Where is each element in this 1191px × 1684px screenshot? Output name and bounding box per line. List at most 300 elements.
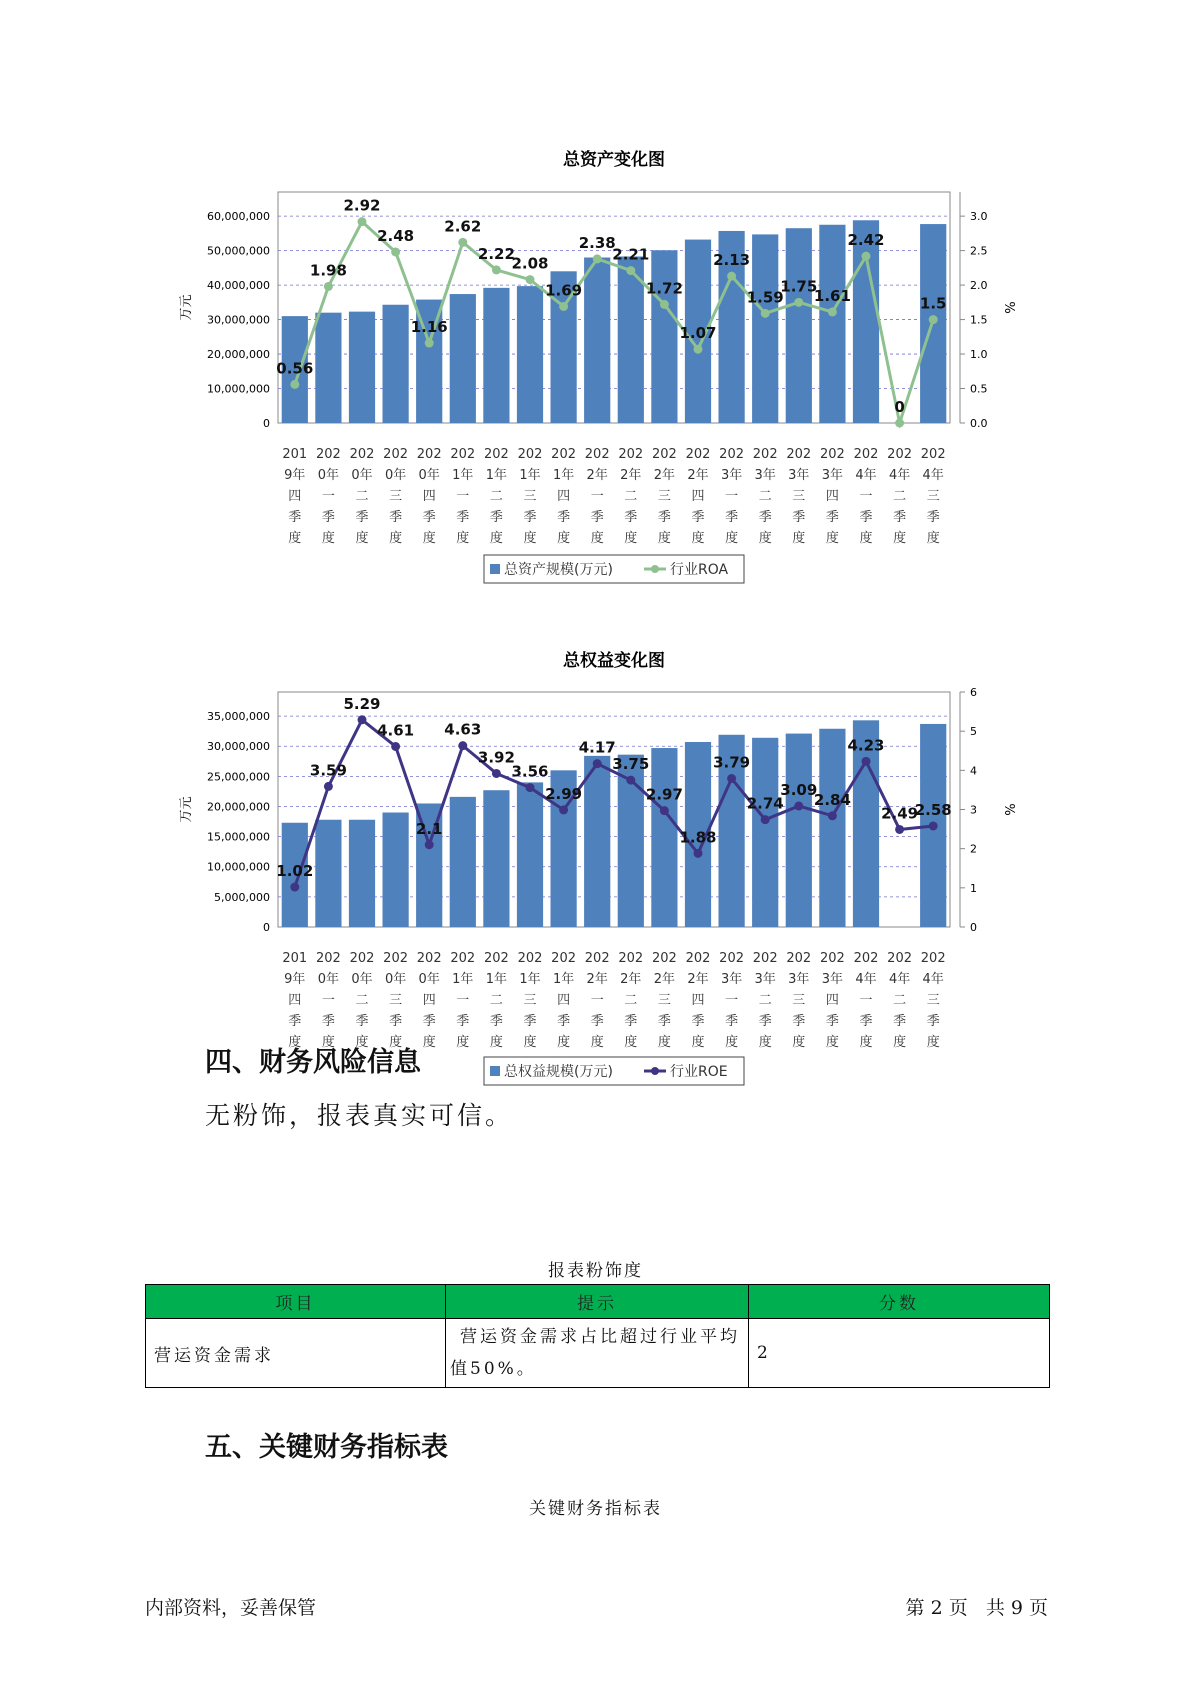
- data-label: 1.61: [813, 286, 851, 305]
- x-tick-label: 度: [792, 1035, 806, 1050]
- x-tick-label: 2年: [620, 468, 642, 483]
- x-tick-label: 4年: [855, 468, 877, 483]
- x-tick-label: 季: [288, 510, 302, 525]
- y2-tick-label: 3: [970, 803, 977, 817]
- x-tick-label: 三: [657, 993, 671, 1008]
- x-tick-label: 度: [389, 1035, 403, 1050]
- data-label: 2.08: [511, 254, 549, 273]
- series-point: [862, 757, 871, 766]
- x-tick-label: 季: [859, 1014, 873, 1029]
- legend-line-label: 行业ROA: [670, 562, 729, 578]
- section-5-title: 五、关键财务指标表: [205, 1432, 448, 1463]
- series-point: [794, 801, 803, 810]
- x-tick-label: 一: [859, 489, 873, 504]
- x-tick-label: 202: [450, 447, 476, 462]
- y2-tick-label: 1.0: [970, 348, 988, 362]
- x-tick-label: 2年: [687, 468, 709, 483]
- x-tick-label: 202: [685, 447, 711, 462]
- data-label: 4.63: [444, 720, 482, 739]
- header-hint: 提示: [446, 1285, 749, 1319]
- x-tick-label: 季: [321, 1014, 335, 1029]
- bar: [382, 813, 408, 927]
- x-tick-label: 202: [416, 447, 442, 462]
- x-tick-label: 季: [389, 1014, 403, 1029]
- header-score: 分数: [749, 1285, 1050, 1319]
- x-tick-label: 季: [926, 1014, 940, 1029]
- series-point: [626, 776, 635, 785]
- bar: [483, 790, 509, 927]
- x-tick-label: 度: [792, 531, 806, 546]
- x-tick-label: 4年: [922, 972, 944, 987]
- x-tick-label: 季: [456, 1014, 470, 1029]
- legend-line-marker: [651, 565, 659, 573]
- series-point: [660, 300, 669, 309]
- series-point: [727, 272, 736, 281]
- x-tick-label: 三: [926, 993, 940, 1008]
- y2-tick-label: 0: [970, 921, 977, 934]
- x-tick-label: 2年: [586, 468, 608, 483]
- x-tick-label: 0年: [384, 468, 407, 483]
- data-label: 2.38: [578, 233, 616, 252]
- y2-tick-label: 2.5: [970, 244, 988, 258]
- x-tick-label: 一: [725, 993, 739, 1008]
- data-label: 4.17: [578, 738, 616, 757]
- x-tick-label: 度: [893, 531, 907, 546]
- x-tick-label: 四: [557, 489, 571, 504]
- x-tick-label: 季: [590, 510, 604, 525]
- series-point: [761, 309, 770, 318]
- x-tick-label: 202: [651, 951, 677, 966]
- bar: [315, 313, 341, 423]
- x-tick-label: 202: [719, 951, 745, 966]
- x-tick-label: 202: [786, 447, 812, 462]
- risk-table-caption: 报表粉饰度: [548, 1261, 643, 1281]
- y-tick-label: 10,000,000: [207, 860, 270, 874]
- y2-tick-label: 3.0: [970, 210, 988, 224]
- risk-summary: 无粉饰，报表真实可信。: [205, 1101, 514, 1130]
- series-point: [559, 805, 568, 814]
- x-tick-label: 度: [725, 1035, 739, 1050]
- x-tick-label: 季: [624, 510, 638, 525]
- y-tick-label: 50,000,000: [207, 244, 270, 258]
- x-tick-label: 1年: [552, 468, 575, 483]
- bar: [349, 820, 375, 927]
- x-tick-label: 度: [456, 1035, 470, 1050]
- bar: [752, 234, 778, 423]
- data-label: 1.59: [746, 288, 784, 307]
- data-label: 2.21: [612, 245, 650, 264]
- x-tick-label: 2年: [687, 972, 709, 987]
- data-label: 2.49: [881, 804, 919, 823]
- chart-title: 总资产变化图: [563, 150, 665, 170]
- x-tick-label: 四: [691, 489, 705, 504]
- x-tick-label: 3年: [821, 468, 844, 483]
- data-label: 0: [894, 398, 905, 416]
- x-tick-label: 202: [819, 447, 845, 462]
- y-tick-label: 60,000,000: [207, 210, 270, 224]
- x-tick-label: 季: [557, 510, 571, 525]
- x-tick-label: 度: [422, 1035, 436, 1050]
- x-tick-label: 度: [321, 531, 335, 546]
- x-tick-label: 度: [489, 531, 503, 546]
- x-tick-label: 202: [651, 447, 677, 462]
- x-tick-label: 202: [786, 951, 812, 966]
- x-tick-label: 3年: [788, 972, 810, 987]
- x-tick-label: 202: [752, 447, 778, 462]
- x-tick-label: 202: [920, 447, 946, 462]
- x-tick-label: 四: [422, 489, 436, 504]
- x-tick-label: 一: [590, 993, 604, 1008]
- bar: [517, 782, 543, 927]
- x-tick-label: 202: [551, 447, 577, 462]
- x-tick-label: 四: [691, 993, 705, 1008]
- x-tick-label: 4年: [855, 972, 877, 987]
- x-tick-label: 0年: [418, 468, 440, 483]
- x-tick-label: 202: [853, 951, 879, 966]
- x-tick-label: 202: [483, 447, 509, 462]
- series-point: [492, 265, 501, 274]
- x-tick-label: 度: [825, 531, 839, 546]
- series-point: [492, 769, 501, 778]
- risk-table-header: [146, 1285, 1050, 1319]
- data-label: 1.88: [679, 828, 717, 847]
- x-tick-label: 度: [657, 1035, 671, 1050]
- series-point: [626, 266, 635, 275]
- series-point: [391, 742, 400, 751]
- x-tick-label: 季: [456, 510, 470, 525]
- data-label: 2.58: [914, 800, 952, 819]
- data-label: 3.56: [511, 762, 549, 781]
- x-tick-label: 度: [523, 531, 537, 546]
- x-tick-label: 202: [618, 447, 644, 462]
- x-tick-label: 季: [557, 1014, 571, 1029]
- risk-table: [145, 1284, 1050, 1388]
- x-tick-label: 度: [355, 1035, 369, 1050]
- x-tick-label: 202: [383, 951, 409, 966]
- assets-chart: [150, 140, 1050, 600]
- y-tick-label: 40,000,000: [207, 279, 270, 293]
- section-4-title: 四、财务风险信息: [205, 1047, 421, 1078]
- series-point: [862, 252, 871, 261]
- y-tick-label: 20,000,000: [207, 348, 270, 362]
- data-label: 4.23: [847, 736, 885, 755]
- x-tick-label: 3年: [788, 468, 810, 483]
- y2-tick-label: 4: [970, 764, 977, 778]
- x-tick-label: 度: [557, 531, 571, 546]
- x-tick-label: 季: [893, 1014, 907, 1029]
- x-tick-label: 季: [893, 510, 907, 525]
- x-tick-label: 度: [624, 1035, 638, 1050]
- x-tick-label: 季: [590, 1014, 604, 1029]
- series-point: [895, 419, 904, 428]
- data-label: 1.02: [276, 862, 314, 881]
- x-tick-label: 202: [584, 447, 610, 462]
- x-tick-label: 度: [389, 531, 403, 546]
- x-tick-label: 三: [523, 993, 537, 1008]
- x-tick-label: 二: [758, 489, 772, 504]
- x-tick-label: 季: [422, 1014, 436, 1029]
- series-point: [694, 345, 703, 354]
- row-score: 2: [749, 1319, 1050, 1388]
- x-tick-label: 季: [825, 1014, 839, 1029]
- data-label: 1.07: [679, 324, 717, 343]
- y2-tick-label: 0.0: [970, 417, 988, 430]
- x-tick-label: 一: [725, 489, 739, 504]
- x-tick-label: 度: [489, 1035, 503, 1050]
- x-tick-label: 202: [584, 951, 610, 966]
- series-point: [324, 282, 333, 291]
- x-tick-label: 3年: [720, 468, 743, 483]
- row-hint-line2: 值50%。: [450, 1359, 537, 1379]
- x-tick-label: 202: [315, 447, 341, 462]
- y-axis-label: 万元: [179, 294, 194, 321]
- x-tick-label: 季: [624, 1014, 638, 1029]
- x-tick-label: 2年: [586, 972, 608, 987]
- x-tick-label: 度: [590, 1035, 604, 1050]
- x-tick-label: 1年: [552, 972, 575, 987]
- x-tick-label: 202: [517, 447, 543, 462]
- bar: [786, 734, 812, 927]
- data-label: 2.92: [343, 196, 381, 215]
- x-tick-label: 3年: [754, 972, 776, 987]
- x-tick-label: 三: [792, 489, 806, 504]
- x-tick-label: 季: [926, 510, 940, 525]
- y2-tick-label: 0.5: [970, 382, 988, 396]
- x-tick-label: 0年: [418, 972, 440, 987]
- x-tick-label: 度: [859, 1035, 873, 1050]
- x-tick-label: 202: [719, 447, 745, 462]
- series-point: [660, 806, 669, 815]
- x-tick-label: 季: [657, 510, 671, 525]
- footer-left: 内部资料，妥善保管: [145, 1597, 317, 1619]
- x-tick-label: 9年: [284, 468, 306, 483]
- x-tick-label: 4年: [888, 972, 911, 987]
- bar: [651, 250, 677, 423]
- series-point: [828, 307, 837, 316]
- series-point: [929, 315, 938, 324]
- x-tick-label: 季: [355, 510, 369, 525]
- x-tick-label: 季: [523, 1014, 537, 1029]
- x-tick-label: 度: [456, 531, 470, 546]
- x-tick-label: 二: [489, 489, 503, 504]
- series-point: [895, 825, 904, 834]
- series-point: [425, 840, 434, 849]
- x-tick-label: 二: [355, 993, 369, 1008]
- x-tick-label: 一: [456, 993, 470, 1008]
- x-tick-label: 202: [618, 951, 644, 966]
- data-label: 2.97: [645, 785, 683, 804]
- series-point: [290, 380, 299, 389]
- x-tick-label: 度: [859, 531, 873, 546]
- equity-chart: [150, 640, 1050, 1095]
- x-tick-label: 二: [893, 993, 907, 1008]
- y2-axis-label: %: [1001, 301, 1016, 314]
- x-tick-label: 度: [825, 1035, 839, 1050]
- x-tick-label: 202: [853, 447, 879, 462]
- series-point: [358, 217, 367, 226]
- x-tick-label: 四: [557, 993, 571, 1008]
- x-tick-label: 度: [288, 1035, 302, 1050]
- assets-chart-svg: [150, 140, 1050, 600]
- x-tick-label: 2年: [653, 972, 676, 987]
- x-tick-label: 季: [321, 510, 335, 525]
- data-label: 2.84: [813, 790, 851, 809]
- data-label: 2.13: [713, 251, 751, 270]
- data-label: 1.5: [919, 294, 947, 313]
- y2-tick-label: 6: [970, 686, 977, 699]
- x-tick-label: 季: [489, 510, 503, 525]
- x-tick-label: 季: [523, 510, 537, 525]
- page-number: 第 2 页 共 9 页: [905, 1597, 1048, 1619]
- x-tick-label: 度: [657, 531, 671, 546]
- x-tick-label: 202: [450, 951, 476, 966]
- data-label: 2.48: [377, 226, 415, 245]
- data-label: 2.22: [477, 244, 515, 263]
- data-label: 4.61: [377, 721, 415, 740]
- y-tick-label: 15,000,000: [207, 830, 270, 844]
- x-tick-label: 0年: [351, 972, 373, 987]
- bar: [517, 286, 543, 423]
- x-tick-label: 3年: [821, 972, 844, 987]
- chart-title: 总权益变化图: [563, 651, 665, 671]
- bar: [651, 748, 677, 927]
- legend-bar-label: 总权益规模(万元): [504, 1064, 613, 1080]
- x-tick-label: 201: [282, 447, 308, 462]
- x-tick-label: 季: [792, 510, 806, 525]
- x-tick-label: 度: [758, 1035, 772, 1050]
- y2-tick-label: 2.0: [970, 279, 988, 293]
- bar: [786, 228, 812, 423]
- x-tick-label: 202: [483, 951, 509, 966]
- series-point: [458, 741, 467, 750]
- legend-bar-swatch: [490, 564, 500, 574]
- x-tick-label: 4年: [922, 468, 944, 483]
- x-tick-label: 季: [355, 1014, 369, 1029]
- kpi-table-caption: 关键财务指标表: [529, 1499, 662, 1519]
- x-tick-label: 0年: [351, 468, 373, 483]
- bar: [819, 729, 845, 927]
- legend-line-label: 行业ROE: [670, 1064, 728, 1080]
- bar: [349, 312, 375, 423]
- x-tick-label: 202: [383, 447, 409, 462]
- series-point: [324, 782, 333, 791]
- x-tick-label: 度: [926, 1035, 940, 1050]
- x-tick-label: 202: [685, 951, 711, 966]
- bar: [853, 220, 879, 423]
- x-tick-label: 一: [859, 993, 873, 1008]
- x-tick-label: 季: [691, 510, 705, 525]
- x-tick-label: 度: [590, 531, 604, 546]
- series-point: [358, 715, 367, 724]
- x-tick-label: 度: [691, 531, 705, 546]
- x-tick-label: 度: [893, 1035, 907, 1050]
- y-tick-label: 0: [263, 417, 270, 430]
- data-label: 5.29: [343, 694, 381, 713]
- bar: [584, 258, 610, 423]
- bar: [584, 756, 610, 927]
- data-label: 1.75: [780, 277, 818, 296]
- x-tick-label: 9年: [284, 972, 306, 987]
- series-point: [425, 339, 434, 348]
- x-tick-label: 一: [321, 993, 335, 1008]
- x-tick-label: 202: [752, 951, 778, 966]
- data-label: 2.62: [444, 217, 482, 236]
- bar: [450, 797, 476, 927]
- legend-line-marker: [651, 1067, 659, 1075]
- data-label: 3.92: [477, 748, 515, 767]
- x-tick-label: 1年: [519, 468, 541, 483]
- y-tick-label: 30,000,000: [207, 740, 270, 754]
- data-label: 2.42: [847, 231, 885, 250]
- bar: [315, 820, 341, 927]
- x-tick-label: 季: [758, 1014, 772, 1029]
- x-tick-label: 季: [859, 510, 873, 525]
- x-tick-label: 202: [887, 447, 913, 462]
- x-tick-label: 202: [315, 951, 341, 966]
- x-tick-label: 3年: [720, 972, 743, 987]
- series-point: [458, 238, 467, 247]
- series-point: [828, 811, 837, 820]
- x-tick-label: 度: [321, 1035, 335, 1050]
- x-tick-label: 1年: [485, 972, 508, 987]
- series-point: [794, 298, 803, 307]
- x-tick-label: 季: [758, 510, 772, 525]
- y-tick-label: 20,000,000: [207, 800, 270, 814]
- x-tick-label: 1年: [519, 972, 541, 987]
- x-tick-label: 度: [523, 1035, 537, 1050]
- series-point: [727, 774, 736, 783]
- bar: [483, 288, 509, 423]
- x-tick-label: 202: [551, 951, 577, 966]
- bar: [819, 225, 845, 423]
- data-label: 3.09: [780, 780, 818, 799]
- x-tick-label: 四: [825, 993, 839, 1008]
- series-point: [526, 275, 535, 284]
- y-axis-label: 万元: [179, 796, 194, 823]
- x-tick-label: 季: [825, 510, 839, 525]
- y2-axis-label: %: [1001, 803, 1016, 816]
- x-tick-label: 四: [825, 489, 839, 504]
- x-tick-label: 季: [792, 1014, 806, 1029]
- x-tick-label: 季: [725, 1014, 739, 1029]
- x-tick-label: 季: [489, 1014, 503, 1029]
- x-tick-label: 度: [624, 531, 638, 546]
- x-tick-label: 度: [557, 1035, 571, 1050]
- y-tick-label: 0: [263, 921, 270, 934]
- data-label: 2.99: [545, 784, 583, 803]
- x-tick-label: 度: [422, 531, 436, 546]
- x-tick-label: 季: [691, 1014, 705, 1029]
- data-label: 3.79: [713, 753, 751, 772]
- x-tick-label: 202: [819, 951, 845, 966]
- x-tick-label: 三: [389, 489, 403, 504]
- y2-tick-label: 1: [970, 881, 977, 895]
- x-tick-label: 2年: [620, 972, 642, 987]
- x-tick-label: 三: [792, 993, 806, 1008]
- row-hint-line1: 营运资金需求占比超过行业平均: [460, 1327, 740, 1347]
- data-label: 2.74: [746, 794, 784, 813]
- bar: [382, 305, 408, 423]
- x-tick-label: 二: [355, 489, 369, 504]
- data-label: 1.72: [645, 279, 683, 298]
- x-tick-label: 202: [349, 447, 375, 462]
- x-tick-label: 二: [624, 993, 638, 1008]
- y2-tick-label: 2: [970, 842, 977, 856]
- x-tick-label: 度: [355, 531, 369, 546]
- data-label: 2.1: [415, 819, 443, 838]
- series-point: [526, 783, 535, 792]
- x-tick-label: 四: [422, 993, 436, 1008]
